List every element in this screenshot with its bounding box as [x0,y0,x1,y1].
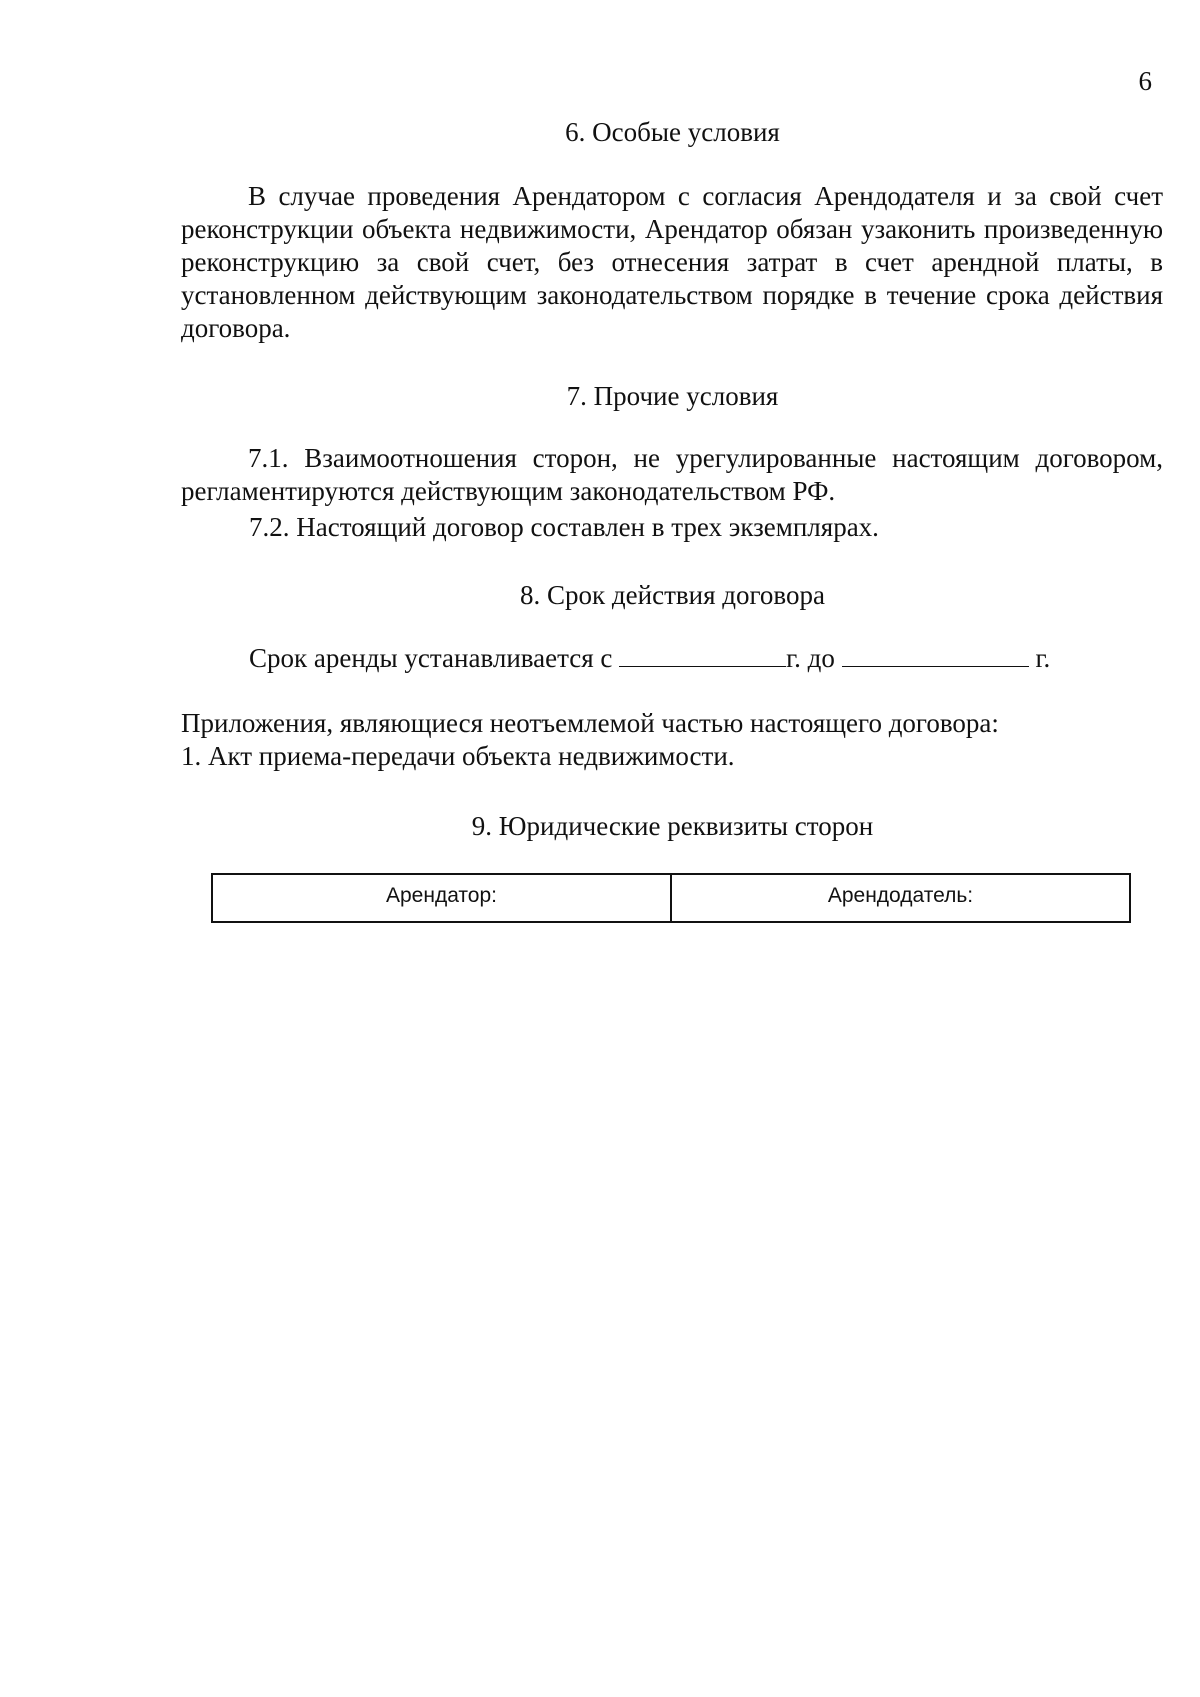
lease-term-line [249,642,1163,675]
clause-7-2-text: 7.2. Настоящий договор составлен в трех экземплярах. [249,512,879,542]
clause-7-1-paragraph [181,442,1163,508]
page-number: 6 [1138,66,1152,96]
section-6-paragraph [181,180,1163,345]
section-8-heading: 8. Срок действия договора [520,580,825,610]
lease-start-date-blank [619,644,786,667]
lease-term-middle: г. до [786,643,835,673]
table-header-landlord: Арендодатель: [670,875,1129,921]
section-6-heading: 6. Особые условия [565,117,780,147]
parties-requisites-table [211,873,1131,923]
appendices-intro: Приложения, являющиеся неотъемлемой частью настоящего договора: [181,708,999,738]
lease-term-suffix: г. [1035,643,1051,673]
section-7-heading: 7. Прочие условия [566,381,779,411]
section-6-text: В случае проведения Арендатором с согласия Арендодателя и за свой счет реконструкции объекта недвижимости, Арендатор обязан узаконить произведенную реконструкцию за свой счет, без отнесения затрат в счет арендной платы, в установленном действующим законодательством порядке в течение срока действия договора. [181,181,1163,343]
clause-7-1-text: 7.1. Взаимоотношения сторон, не урегулированные настоящим договором, регламентируются действующим законодательством РФ. [181,443,1163,506]
appendix-1: 1. Акт приема-передачи объекта недвижимости. [181,741,735,771]
lease-term-prefix: Срок аренды устанавливается с [249,643,613,673]
lease-end-date-blank [842,644,1029,667]
table-header-tenant: Арендатор: [385,884,497,907]
section-9-heading: 9. Юридические реквизиты сторон [471,811,874,841]
